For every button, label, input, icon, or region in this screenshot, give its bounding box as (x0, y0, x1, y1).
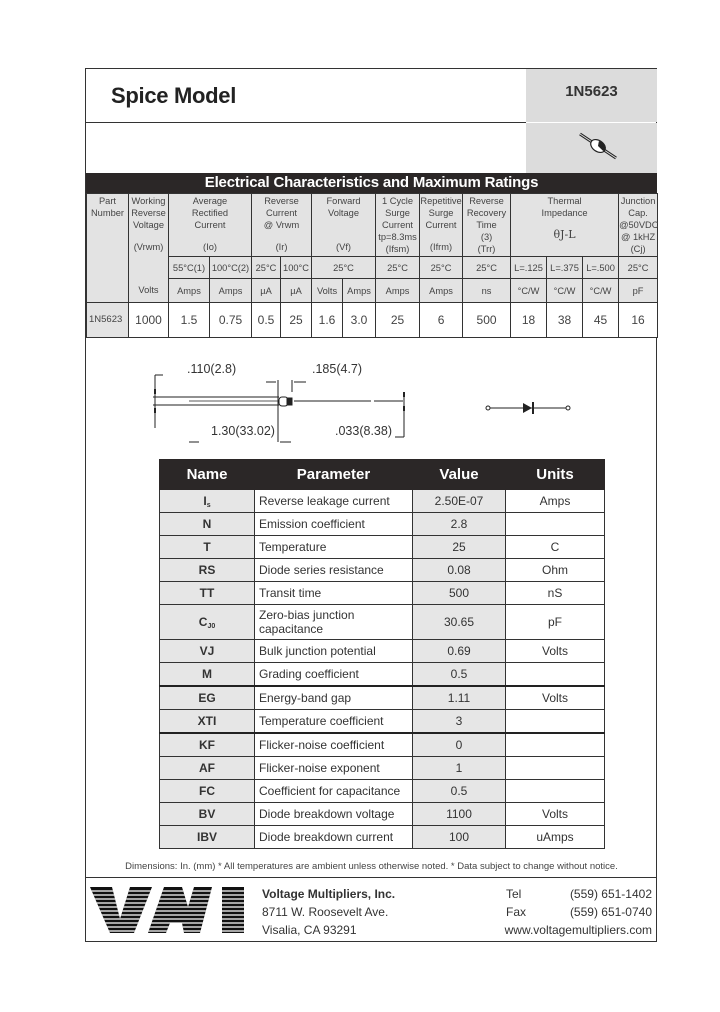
table-row: T Temperature 25 C (160, 536, 605, 559)
units-row: Volts Amps Amps µA µA Volts Amps Amps Amps ns °C/W °C/W °C/W pF (87, 279, 658, 303)
vmi-logo (90, 885, 246, 935)
title-area (86, 69, 526, 122)
col-header-vf: Forward Voltage (Vf) (312, 194, 376, 257)
col-header-ir: Reverse Current @ Vrwm (Ir) (252, 194, 312, 257)
table-row: TT Transit time 500 nS (160, 582, 605, 605)
dim-body-length: .185(4.7) (312, 362, 363, 376)
dim-lead-length: 1.30(33.02) (211, 424, 275, 438)
col-header-io: Average Rectified Current (Io) (169, 194, 252, 257)
table-row: $I_s$ Reverse leakage current 2.50E-07 Amps (160, 490, 605, 513)
col-header-ifsm: 1 Cycle Surge Current tp=8.3ms (Ifsm) (376, 194, 420, 257)
part-number-box (526, 69, 657, 122)
table-row: FC Coefficient for capacitance 0.5 (160, 780, 605, 803)
dim-lead-diameter: .110(2.8) (187, 362, 237, 376)
table-row: $C_{J0}$ Zero-bias junction capacitance 30.65 pF (160, 605, 605, 640)
fax-label: Fax (506, 905, 527, 919)
col-header-part-number: Part Number (87, 194, 129, 303)
table-row: 1N5623 1000 1.5 0.75 0.5 25 1.6 3.0 25 6 500 18 38 45 16 (87, 303, 658, 338)
diode-schematic-icon (471, 393, 591, 423)
col-header-vrwm: Working Reverse Voltage (Vrwm) (129, 194, 169, 257)
company-name: Voltage Multipliers, Inc. (262, 887, 396, 901)
fax-number: (559) 651-0740 (569, 905, 652, 919)
address-line-2: Visalia, CA 93291 (262, 923, 357, 937)
website-link[interactable]: www.voltagemultipliers.com (504, 923, 652, 937)
section-title: Electrical Characteristics and Maximum Ratings (86, 173, 657, 193)
contact-info (505, 885, 652, 939)
table-row: RS Diode series resistance 0.08 Ohm (160, 559, 605, 582)
table-header: Name Parameter Value Units (160, 460, 605, 490)
electrical-characteristics-table (86, 193, 658, 338)
table-row: XTI Temperature coefficient 3 (160, 710, 605, 734)
dim-body-diameter: .033(8.38) (335, 424, 392, 438)
divider (86, 122, 526, 123)
company-info (262, 885, 395, 939)
divider (86, 877, 657, 878)
component-image-box (526, 123, 657, 173)
tel-number: (559) 651-1402 (569, 887, 652, 901)
table-row: KF Flicker-noise coefficient 0 (160, 733, 605, 757)
tel-label: Tel (506, 887, 522, 901)
page-title: Spice Model (111, 83, 237, 108)
spice-parameters-table (159, 459, 605, 849)
table-row: IBV Diode breakdown current 100 uAmps (160, 826, 605, 849)
conditions-row: 55°C(1) 100°C(2) 25°C 100°C 25°C 25°C 25°C 25°C L=.125 L=.375 L=.500 25°C (87, 257, 658, 279)
col-header-ifrm: Repetitive Surge Current (Ifrm) (420, 194, 463, 257)
table-row: AF Flicker-noise exponent 1 (160, 757, 605, 780)
datasheet (85, 68, 657, 942)
col-header-cj: Junction Cap. @50VDC @ 1kHZ (Cj) (619, 194, 658, 257)
col-header-trr: Reverse Recovery Time (3) (Trr) (463, 194, 511, 257)
table-row: VJ Bulk junction potential 0.69 Volts (160, 640, 605, 663)
address-line-1: 8711 W. Roosevelt Ave. (262, 905, 389, 919)
table-row: EG Energy-band gap 1.11 Volts (160, 686, 605, 710)
axial-diode-icon (578, 131, 618, 161)
table-row: N Emission coefficient 2.8 (160, 513, 605, 536)
table-row: BV Diode breakdown voltage 1100 Volts (160, 803, 605, 826)
col-header-thermal: Thermal Impedance θJ-L (511, 194, 619, 257)
table-row: M Grading coefficient 0.5 (160, 663, 605, 687)
part-number: 1N5623 (565, 83, 618, 100)
footnote: Dimensions: In. (mm) * All temperatures are ambient unless otherwise noted. * Data subject to change without notice. (125, 861, 618, 872)
part-number-cell: 1N5623 (87, 303, 129, 338)
